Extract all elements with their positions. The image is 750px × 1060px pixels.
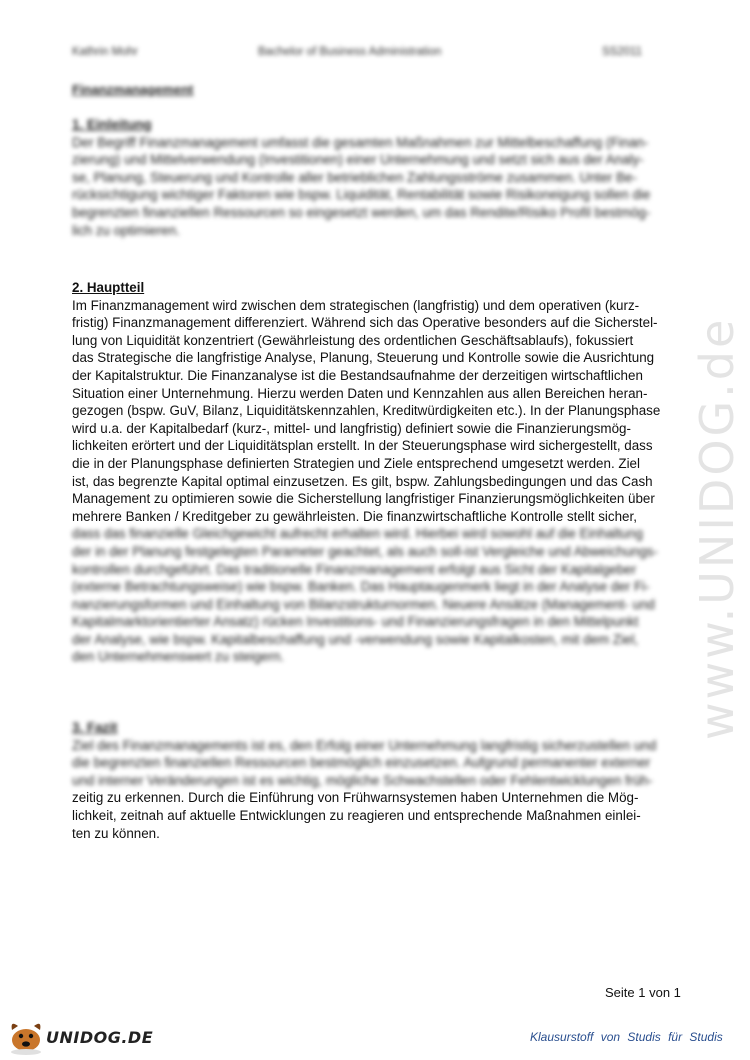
text-line: mehrere Banken / Kreditgeber zu gewährleisten. Die finanzwirtschaftliche Kontrolle stellt sicher, <box>72 508 637 524</box>
text-line: Management zu optimieren sowie die Sicherstellung langfristiger Finanzierungsmöglichkeiten über <box>72 491 655 507</box>
text-line: lich zu optimieren. <box>72 222 180 238</box>
text-line: Kapitalmarktorientierter Ansatz) rücken Investitions- und Finanzierungsfragen in den Mittelpunkt <box>72 614 639 630</box>
text-line: gezogen (bspw. GuV, Bilanz, Liquiditätskennzahlen, Kreditwürdigkeiten etc.). In der Planungsphase <box>72 403 661 419</box>
section-introduction <box>72 116 678 239</box>
text-line: Im Finanzmanagement wird zwischen dem strategischen (langfristig) und dem operativen (kurz- <box>72 297 640 313</box>
text-line: und interner Veränderungen ist es wichtig, mögliche Schwachstellen oder Fehlentwicklungen früh- <box>72 772 653 788</box>
text-line: Ziel des Finanzmanagements ist es, den Erfolg einer Unternehmung langfristig sicherzustellen und <box>72 737 657 753</box>
text-line: dass das finanzielle Gleichgewicht aufrecht erhalten wird. Hierbei wird sowohl auf die Einhaltung <box>72 526 643 542</box>
text-line: ten zu können. <box>72 825 160 841</box>
section-conclusion <box>72 719 678 842</box>
text-line: den Unternehmenswert zu steigern. <box>72 649 285 665</box>
text-line: der Analyse, wie bspw. Kapitalbeschaffung und -verwendung sowie Kapitalkosten, mit dem Ziel, <box>72 631 639 647</box>
section-heading: 3. Fazit <box>72 720 118 735</box>
text-line: Der Begriff Finanzmanagement umfasst die gesamten Maßnahmen zur Mittelbeschaffung (Finan- <box>72 134 649 150</box>
text-line: se, Planung, Steuerung und Kontrolle aller betrieblichen Zahlungsströme zusammen. Unter Be- <box>72 169 637 185</box>
section-heading: 1. Einleitung <box>72 117 152 132</box>
text-line: fristig) Finanzmanagement differenziert. Während sich das Operative besonders auf die Sicherstel- <box>72 315 658 331</box>
text-line: (externe Betrachtungsweise) wie bspw. Banken. Das Hauptaugenmerk liegt in der Analyse der Fi- <box>72 579 650 595</box>
document-title: Finanzmanagement <box>72 82 194 97</box>
text-line: lichkeit, zeitnah auf aktuelle Entwicklungen zu reagieren und entsprechende Maßnahmen einlei- <box>72 807 641 823</box>
page-number: Seite 1 von 1 <box>605 985 681 1000</box>
text-line: Situation einer Unternehmung. Hierzu werden Daten und Kennzahlen aus allen Bereichen heran- <box>72 385 648 401</box>
text-line: kontrollen durchgeführt. Das traditionelle Finanzmanagement erfolgt aus Sicht der Kapitalgeber <box>72 561 637 577</box>
text-line: das Strategische die langfristige Analyse, Planung, Steuerung und Kontrolle sowie die Ausrichtung <box>72 350 655 366</box>
text-line: wird u.a. der Kapitalbedarf (kurz-, mittel- und langfristig) definiert sowie die Finanzierungsmög- <box>72 420 631 436</box>
text-line: zierung) und Mittelverwendung (Investitionen) einer Unternehmung und setzt sich aus der Analy- <box>72 152 644 168</box>
text-line: rücksichtigung wichtiger Faktoren wie bspw. Liquidität, Rentabilität sowie Risikoneigung sollen die <box>72 187 651 203</box>
section-heading: 2. Hauptteil <box>72 280 145 295</box>
text-line: der in der Planung festgelegten Parameter geachtet, als auch soll-ist Vergleiche und Abweichungs- <box>72 543 658 559</box>
tagline: Klausurstoff von Studis für Studis <box>530 1030 723 1044</box>
text-line: ist, das begrenzte Kapital optimal einzusetzen. Es gilt, bspw. Zahlungsbedingungen und das Cash <box>72 473 653 489</box>
header-author: Kathrin Mohr <box>72 46 138 58</box>
watermark: www.UNIDOG.de <box>690 316 744 740</box>
header-course: Bachelor of Business Administration <box>258 46 442 58</box>
text-line: nanzierungsformen und Einhaltung von Bilanzstrukturnormen. Neuere Ansätze (Management- und <box>72 596 655 612</box>
text-line: zeitig zu erkennen. Durch die Einführung von Frühwarnsystemen haben Unternehmen die Mög- <box>72 790 639 806</box>
section-main <box>72 279 678 666</box>
text-line: lichkeiten erörtert und der Liquiditätsplan erstellt. In der Steuerungsphase wird sichergestellt, dass <box>72 438 653 454</box>
text-line: lung von Liquidität konzentriert (Gewährleistung des ordentlichen Geschäftsablaufs), fokussiert <box>72 332 634 348</box>
logo-wordmark: UNIDOG.DE <box>46 1028 154 1047</box>
text-line: die in der Planungsphase definierten Strategien und Ziele entsprechend umgesetzt werden. Ziel <box>72 455 640 471</box>
header-date: SS2011 <box>602 46 643 58</box>
text-line: begrenzten finanziellen Ressourcen so eingesetzt werden, um das Rendite/Risiko Profil bestmög- <box>72 204 651 220</box>
text-line: die begrenzten finanziellen Ressourcen bestmöglich einzusetzen. Aufgrund permanenter externer <box>72 755 651 771</box>
text-line: der Kapitalstruktur. Die Finanzanalyse ist die Bestandsaufnahme der derzeitigen wirtschaftlichen <box>72 367 643 383</box>
